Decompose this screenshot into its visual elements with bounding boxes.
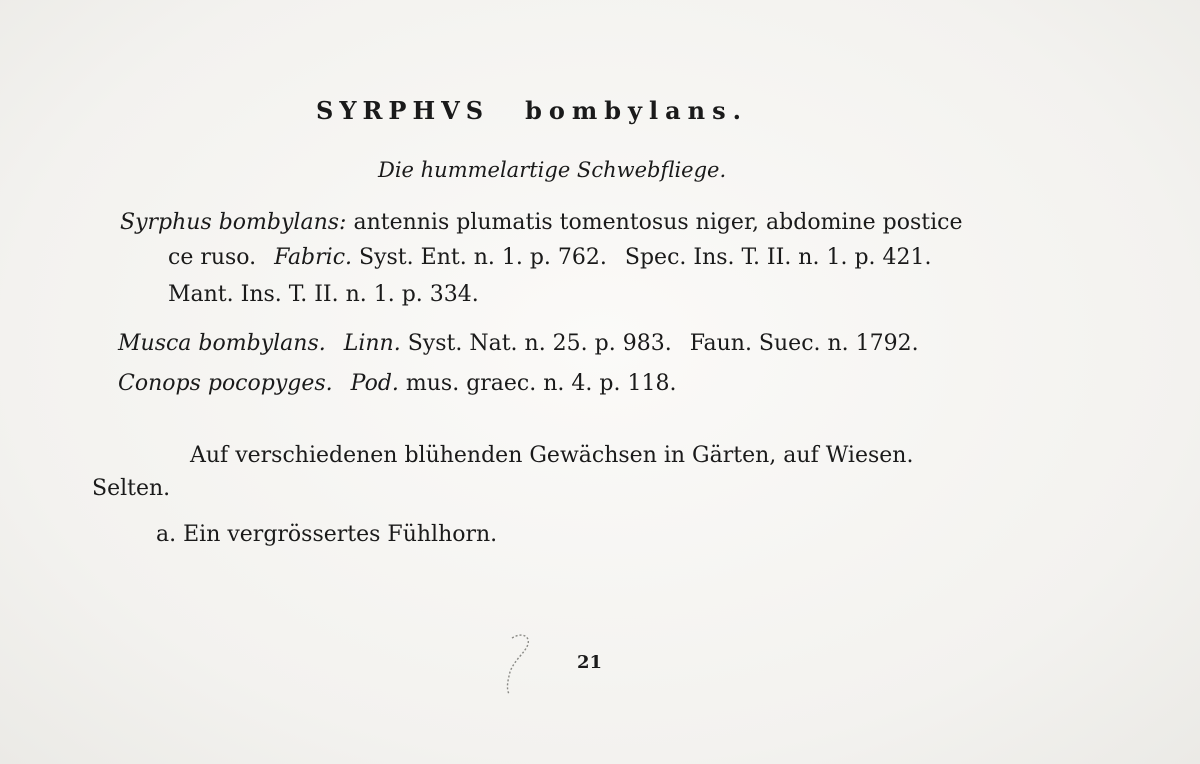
synonym-line [120,208,962,238]
synonym-reference: Mant. Ins. T. II. n. 1. p. 334. [168,282,479,307]
pencil-mark-icon [500,630,550,700]
page-number: 21 [577,652,603,673]
synonym-reference: mus. graec. n. 4. p. 118. [405,371,677,396]
title-species: bombylans. [525,96,748,125]
synonym-reference: Faun. Suec. n. 1792. [689,331,919,356]
habitat-text: Selten. [92,476,171,501]
synonym-line [168,280,479,310]
synonym-reference: Syst. Ent. n. 1. p. 762. [359,245,607,270]
synonym-reference: Syst. Nat. n. 25. p. 983. [407,331,672,356]
synonym-line [118,369,676,399]
synonym-author: Linn. [343,331,401,356]
synonym-name: Musca bombylans. [118,331,326,356]
synonym-name: Syrphus bombylans: [120,210,347,235]
synonym-line [118,329,919,359]
synonym-reference: Spec. Ins. T. II. n. 1. p. 421. [624,245,932,270]
synonym-author: Fabric. [274,245,353,270]
synonym-description: ce ruso. [168,245,257,270]
figure-note: a. Ein vergrössertes Fühlhorn. [156,522,498,547]
synonym-author: Pod. [350,371,399,396]
page-title [316,96,748,126]
habitat-text: Auf verschiedenen blühenden Gewächsen in Gärten, auf Wiesen. [190,443,914,468]
title-genus: SYRPHVS [316,96,490,125]
page-subtitle: Die hummelartige Schwebfliege. [378,158,727,182]
synonym-line [168,243,932,273]
synonym-name: Conops pocopyges. [118,371,333,396]
synonym-description: antennis plumatis tomentosus niger, abdomine postice [353,210,963,235]
